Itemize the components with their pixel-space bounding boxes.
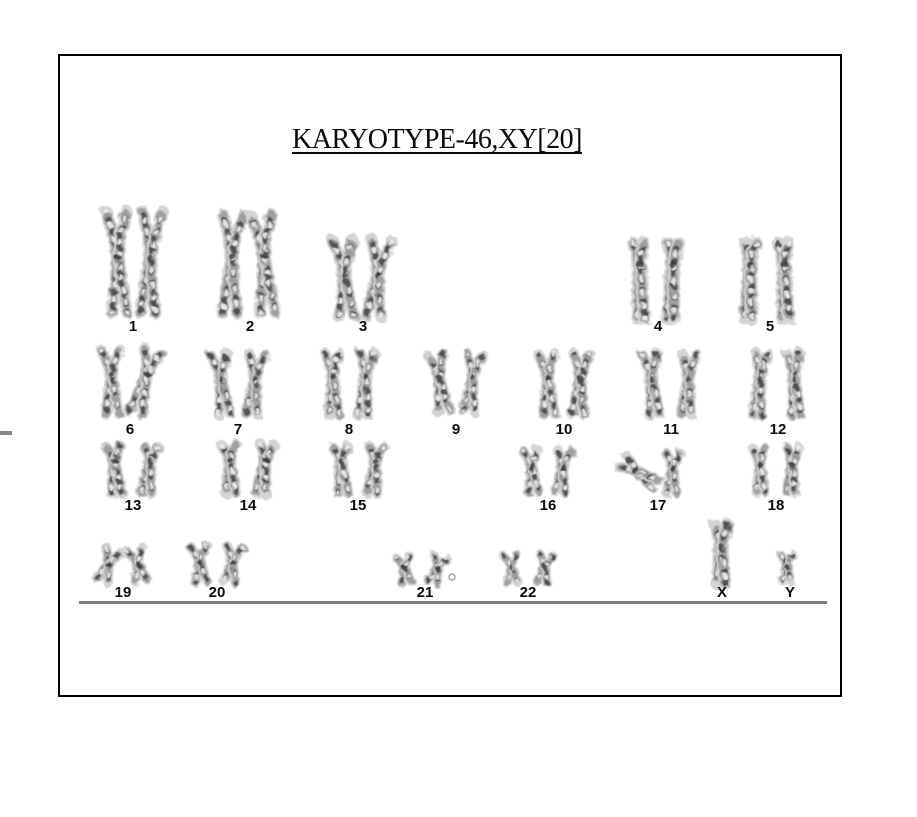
chromosome-18-2: [785, 448, 799, 493]
group-label-19: 19: [114, 584, 132, 601]
chromosome-9-2: [461, 353, 483, 412]
chromosome-15-2: [365, 446, 383, 493]
chromosome-3-2: [363, 239, 391, 317]
chromosome-4-2: [665, 243, 678, 319]
chromosome-10-1: [538, 354, 557, 415]
chromosome-19-1: [95, 547, 121, 583]
chromosome-11-1: [642, 353, 661, 414]
chromosome-6-2: [127, 349, 162, 416]
group-label-22: 22: [519, 584, 537, 601]
edge-artifact-dash: [0, 431, 12, 435]
chromosome-20-1: [190, 545, 209, 582]
chromosome-12-1: [751, 353, 767, 416]
group-label-2: 2: [245, 318, 255, 335]
chromosome-5-1: [743, 243, 756, 319]
chromosome-15-1: [333, 447, 350, 494]
group-label-1: 1: [128, 318, 138, 335]
chromosome-19-2: [127, 548, 149, 583]
group-label-6: 6: [125, 421, 135, 438]
group-label-17: 17: [649, 497, 667, 514]
chromosome-22-2: [535, 554, 553, 584]
group-label-18: 18: [767, 497, 785, 514]
chromosome-22-1: [503, 554, 519, 583]
group-label-12: 12: [769, 421, 787, 438]
group-label-20: 20: [208, 584, 226, 601]
group-label-y: Y: [784, 584, 796, 601]
group-label-5: 5: [765, 318, 775, 335]
chromosome-2-1: [220, 215, 244, 314]
chromosome-1-1: [106, 211, 130, 314]
baseline-rule: [79, 601, 827, 604]
chromosome-Y-1: [781, 555, 793, 581]
chromosome-16-2: [553, 449, 571, 492]
chromosome-6-1: [101, 350, 121, 415]
chromosome-21-2: [426, 556, 447, 585]
group-label-7: 7: [233, 421, 243, 438]
chromosome-10-2: [570, 354, 590, 415]
chromosome-4-1: [633, 243, 646, 319]
chromosome-14-1: [222, 445, 239, 494]
group-label-3: 3: [358, 318, 368, 335]
group-label-13: 13: [124, 497, 142, 514]
chromosome-X-1: [715, 525, 728, 583]
chromosome-13-1: [106, 447, 123, 494]
chromosome-13-2: [140, 446, 159, 493]
chromosome-8-1: [325, 353, 341, 415]
chromosome-12-2: [787, 353, 802, 416]
chromosome-18-1: [753, 448, 767, 493]
group-label-16: 16: [539, 497, 557, 514]
group-label-10: 10: [555, 421, 573, 438]
group-label-x: X: [716, 584, 728, 601]
chromosome-11-2: [679, 354, 696, 415]
group-label-15: 15: [349, 497, 367, 514]
chromosome-7-1: [210, 353, 232, 414]
group-label-4: 4: [653, 318, 663, 335]
karyotype-title: KARYOTYPE-46,XY[20]: [292, 124, 582, 155]
chromosome-17-1: [619, 456, 660, 490]
chromosome-17-2: [665, 453, 680, 493]
group-label-21: 21: [416, 584, 434, 601]
chromosome-1-2: [137, 211, 163, 314]
group-label-11: 11: [663, 421, 679, 438]
chromosome-9-1: [428, 353, 452, 413]
group-label-9: 9: [451, 421, 461, 438]
group-label-14: 14: [239, 497, 257, 514]
chromosome-5-2: [778, 243, 791, 319]
chromosome-2-2: [251, 214, 278, 313]
chromosome-8-2: [356, 353, 374, 416]
debris-artifact-circle: [449, 574, 455, 580]
chromosome-7-2: [244, 353, 265, 414]
chromosome-3-1: [332, 240, 356, 317]
chromosome-20-2: [222, 545, 243, 583]
chromosome-16-1: [523, 449, 541, 492]
chromosome-14-2: [254, 444, 275, 494]
chromosome-21-1: [396, 556, 413, 584]
group-label-8: 8: [344, 421, 354, 438]
